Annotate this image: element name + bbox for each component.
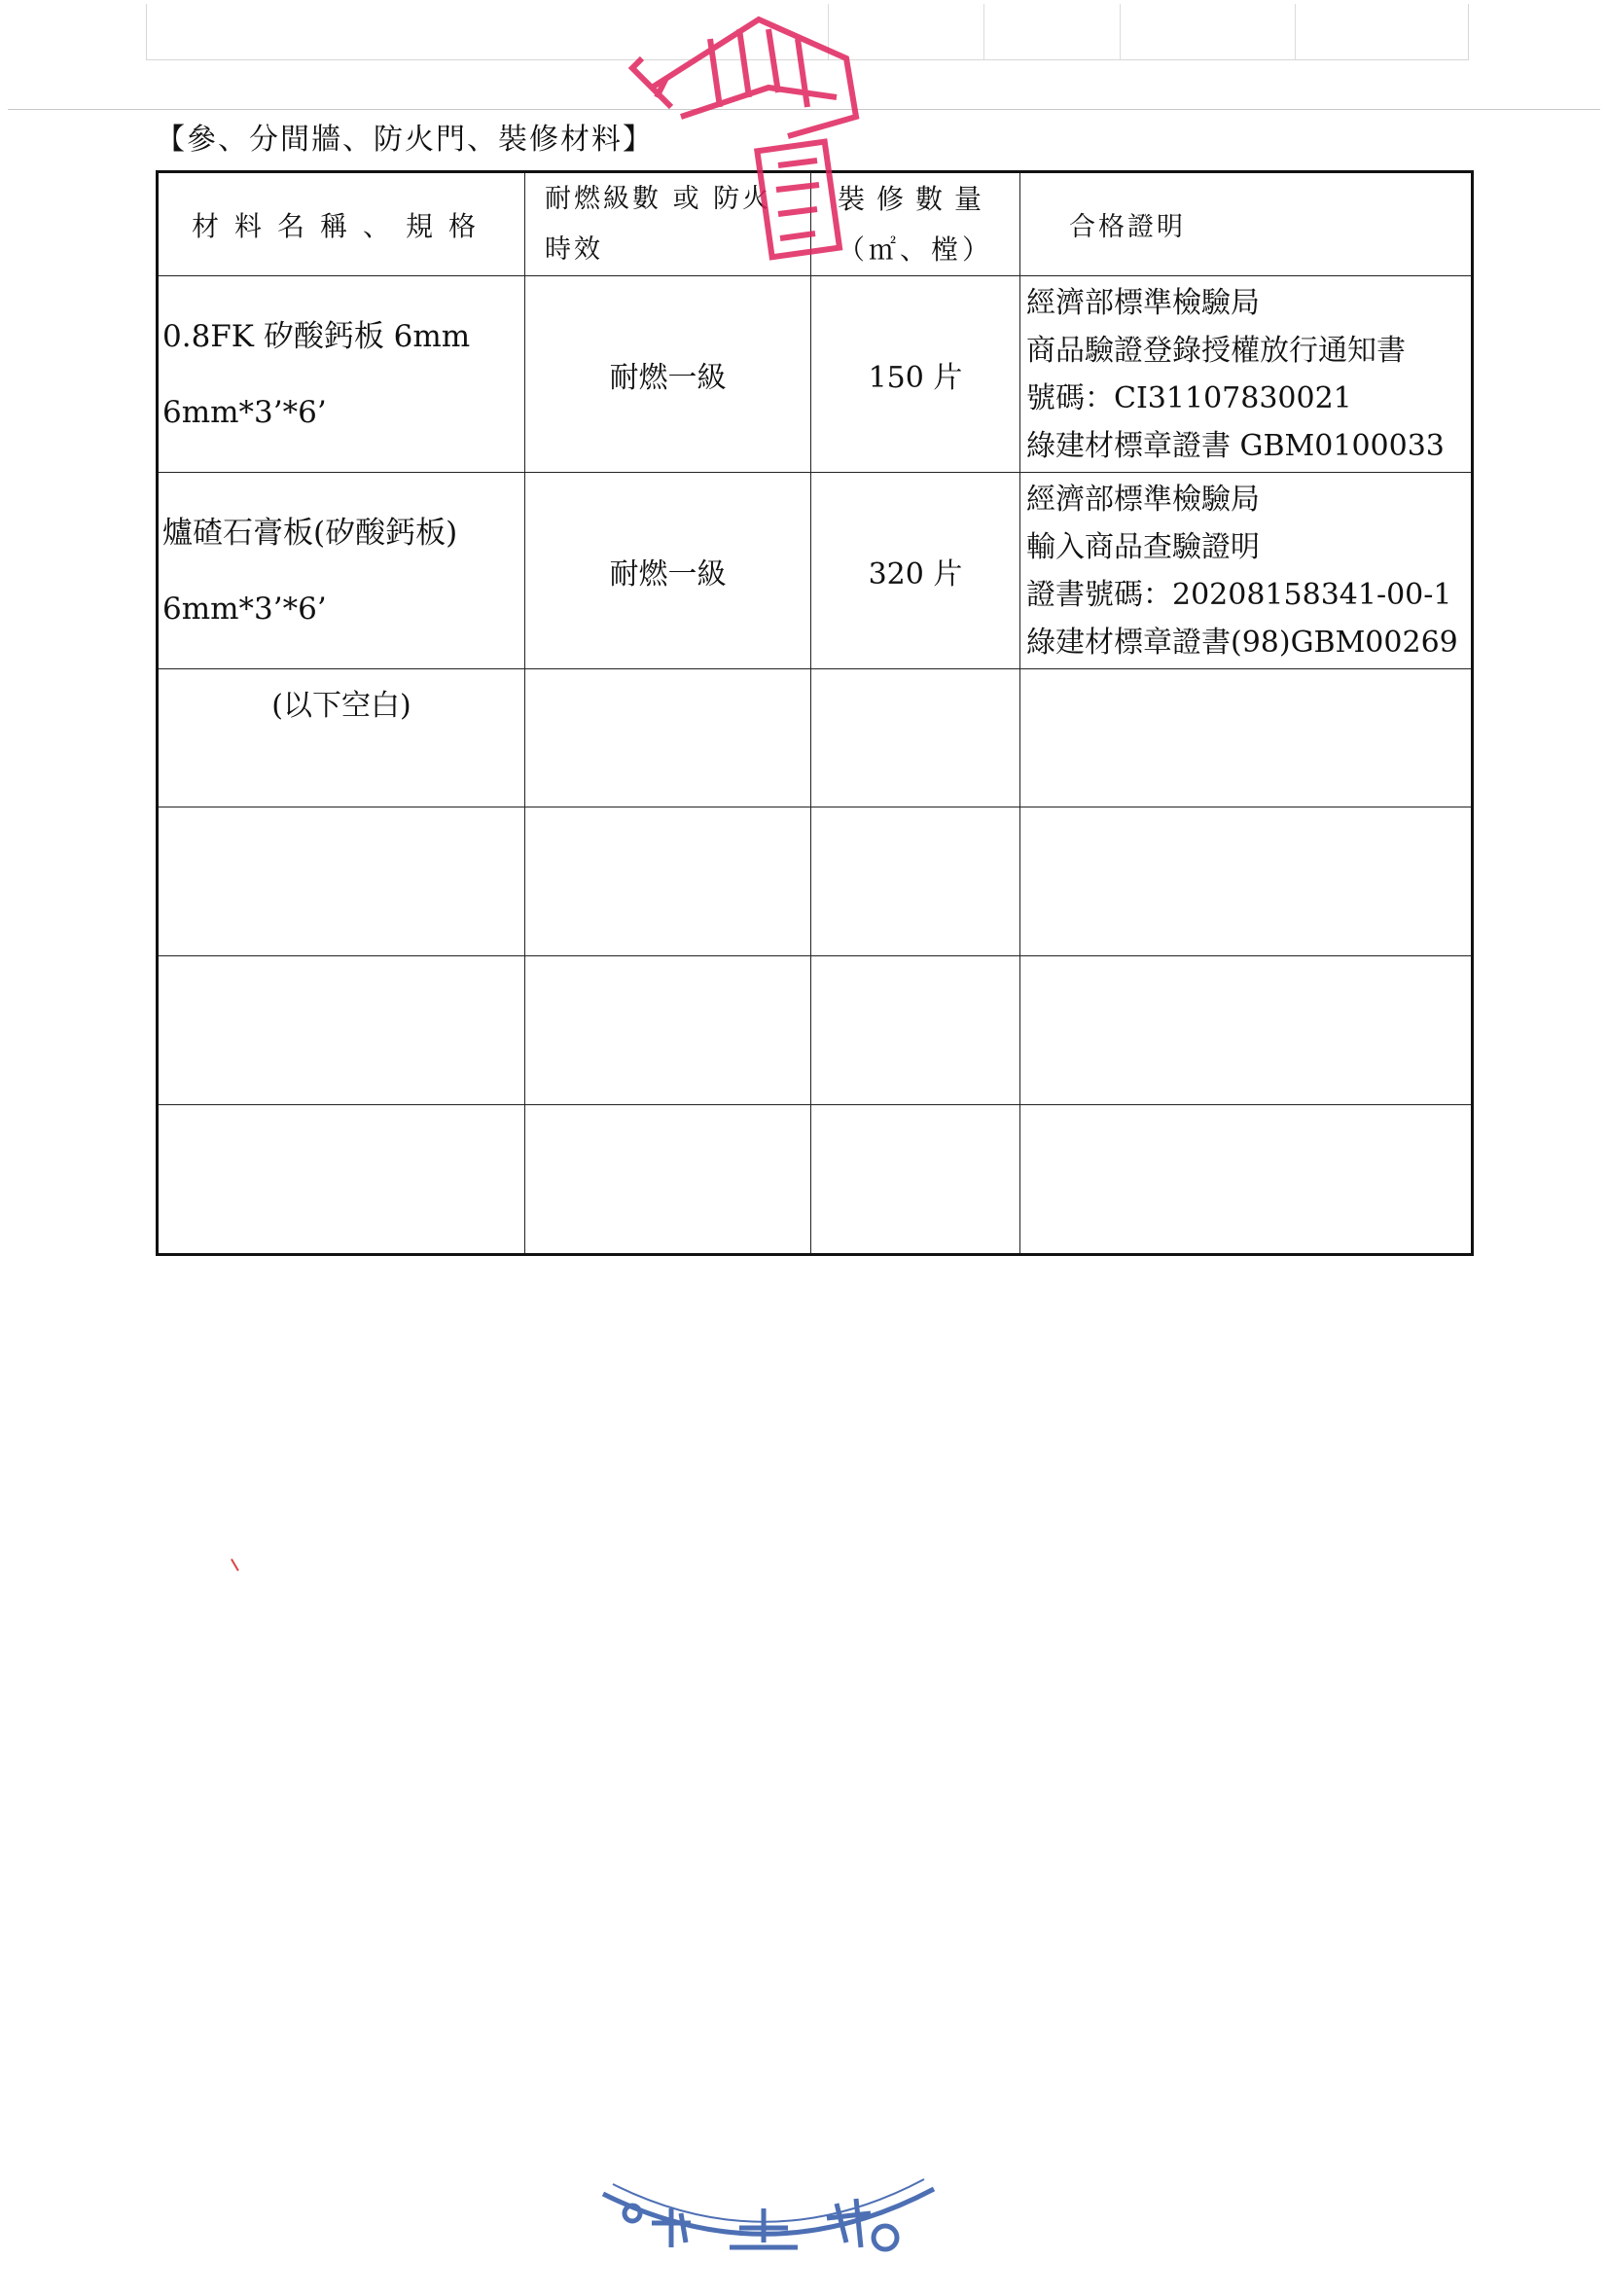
empty-cell bbox=[525, 807, 811, 956]
table-row bbox=[158, 807, 1473, 956]
empty-cell bbox=[811, 956, 1020, 1105]
header-material-name: 材料名稱、規格 bbox=[158, 172, 525, 276]
page-top-rule bbox=[8, 109, 1600, 110]
table-header-row bbox=[158, 172, 1473, 276]
empty-cell bbox=[811, 807, 1020, 956]
header-qty-line2: （㎡、樘） bbox=[837, 233, 993, 266]
quantity: 320 片 bbox=[811, 473, 1020, 669]
header-qty-line1: 裝修數量 bbox=[837, 182, 993, 215]
table-edge-divider bbox=[1120, 4, 1121, 59]
blue-seal-stamp bbox=[593, 2170, 944, 2296]
certificate-line: 輸入商品查驗證明 bbox=[1026, 529, 1260, 564]
material-name: 0.8FK 矽酸鈣板 6mm bbox=[162, 318, 471, 354]
material-name-cell bbox=[158, 473, 525, 669]
table-row bbox=[158, 669, 1473, 807]
empty-cell bbox=[525, 669, 811, 807]
material-spec: 6mm*3’*6’ bbox=[162, 394, 327, 430]
table-edge-divider bbox=[1295, 4, 1296, 59]
empty-cell bbox=[158, 956, 525, 1105]
header-fire-line1: 耐燃級數 或 防火 bbox=[545, 183, 772, 214]
material-name: 爐碴石膏板(矽酸鈣板) bbox=[162, 515, 458, 551]
section-title: 【參、分間牆、防火門、裝修材料】 bbox=[156, 123, 654, 157]
header-certificate: 合格證明 bbox=[1020, 172, 1473, 276]
certificate-line: 號碼：CI31107830021 bbox=[1026, 380, 1352, 415]
header-quantity bbox=[811, 172, 1020, 276]
empty-cell bbox=[1020, 669, 1473, 807]
empty-cell bbox=[1020, 807, 1473, 956]
empty-cell bbox=[1020, 1105, 1473, 1255]
header-fire-line2: 時效 bbox=[545, 233, 603, 265]
blank-note: (以下空白) bbox=[158, 669, 525, 807]
certificate-line: 經濟部標準檢驗局 bbox=[1026, 482, 1260, 517]
table-edge-divider bbox=[828, 4, 829, 59]
material-spec: 6mm*3’*6’ bbox=[162, 591, 327, 627]
table-row bbox=[158, 956, 1473, 1105]
table-row bbox=[158, 276, 1473, 473]
certificate-line: 綠建材標章證書(98)GBM00269 bbox=[1026, 625, 1458, 660]
material-name-cell bbox=[158, 276, 525, 473]
empty-cell bbox=[525, 956, 811, 1105]
stray-mark bbox=[231, 1556, 244, 1571]
empty-cell bbox=[811, 1105, 1020, 1255]
header-fire-rating bbox=[525, 172, 811, 276]
certificate-line: 商品驗證登錄授權放行通知書 bbox=[1026, 333, 1406, 368]
certificate-cell bbox=[1020, 473, 1473, 669]
fire-rating: 耐燃一級 bbox=[525, 276, 811, 473]
empty-cell bbox=[158, 1105, 525, 1255]
previous-page-table-edge bbox=[146, 4, 1469, 60]
empty-cell bbox=[525, 1105, 811, 1255]
table-edge-divider bbox=[983, 4, 984, 59]
certificate-line: 綠建材標章證書 GBM0100033 bbox=[1026, 428, 1445, 463]
table-row bbox=[158, 473, 1473, 669]
empty-cell bbox=[158, 807, 525, 956]
table-row bbox=[158, 1105, 1473, 1255]
certificate-line: 證書號碼：20208158341-00-1 bbox=[1026, 577, 1452, 612]
materials-table bbox=[156, 170, 1474, 1256]
empty-cell bbox=[811, 669, 1020, 807]
empty-cell bbox=[1020, 956, 1473, 1105]
certificate-cell bbox=[1020, 276, 1473, 473]
certificate-line: 經濟部標準檢驗局 bbox=[1026, 285, 1260, 320]
quantity: 150 片 bbox=[811, 276, 1020, 473]
fire-rating: 耐燃一級 bbox=[525, 473, 811, 669]
